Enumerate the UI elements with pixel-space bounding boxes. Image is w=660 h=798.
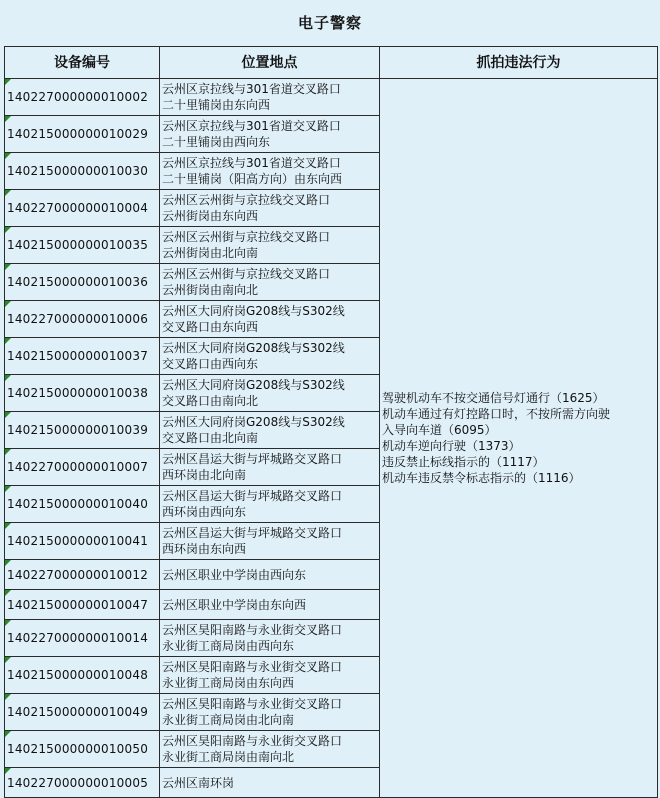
location-cell (160, 694, 380, 731)
device-id-cell: 140227000000010005 (5, 768, 160, 798)
violation-behavior-line: 违反禁止标线指示的（1117） (382, 455, 545, 469)
device-id-cell: 140215000000010041 (5, 523, 160, 560)
location-line-1: 云州区云州街与京拉线交叉路口 (162, 267, 331, 281)
location-cell (160, 560, 380, 590)
device-id-cell: 140227000000010012 (5, 560, 160, 590)
location-line-2: 永业街工商局岗由东向西 (162, 676, 295, 690)
location-line-1: 云州区昌运大街与坪城路交叉路口 (162, 489, 343, 503)
location-cell (160, 486, 380, 523)
location-line-1: 云州区大同府岗G208线与S302线 (162, 415, 345, 429)
device-id-cell: 140227000000010002 (5, 79, 160, 116)
location-line-2: 交叉路口由南向北 (162, 394, 259, 408)
location-line-1: 云州区昊阳南路与永业街交叉路口 (162, 734, 343, 748)
location-line-1: 云州区云州街与京拉线交叉路口 (162, 193, 331, 207)
violation-behavior-line: 机动车违反禁令标志指示的（1116） (382, 471, 581, 485)
violation-behavior-line: 机动车逆向行驶（1373） (382, 439, 521, 453)
header-location: 位置地点 (160, 47, 380, 79)
header-behavior: 抓拍违法行为 (380, 47, 658, 79)
violation-behavior-line: 入导向车道（6095） (382, 423, 497, 437)
location-line-2: 云州街岗由东向西 (162, 209, 259, 223)
location-cell (160, 338, 380, 375)
location-line-1: 云州区云州街与京拉线交叉路口 (162, 230, 331, 244)
location-cell (160, 301, 380, 338)
location-line-1: 云州区昌运大街与坪城路交叉路口 (162, 526, 343, 540)
device-id-cell: 140215000000010029 (5, 116, 160, 153)
location-cell (160, 153, 380, 190)
device-id-cell: 140215000000010037 (5, 338, 160, 375)
location-line-1: 云州区大同府岗G208线与S302线 (162, 378, 345, 392)
location-line-2: 云州街岗由南向北 (162, 283, 259, 297)
violation-behavior-line: 驾驶机动车不按交通信号灯通行（1625） (382, 391, 605, 405)
location-line-1: 云州区昊阳南路与永业街交叉路口 (162, 623, 343, 637)
location-cell (160, 731, 380, 768)
location-cell (160, 412, 380, 449)
location-line-1: 云州区昊阳南路与永业街交叉路口 (162, 697, 343, 711)
location-line-1: 云州区京拉线与301省道交叉路口 (162, 156, 341, 170)
device-id-cell: 140215000000010030 (5, 153, 160, 190)
location-line-2: 永业街工商局岗由南向北 (162, 750, 295, 764)
location-line-1: 云州区京拉线与301省道交叉路口 (162, 82, 341, 96)
location-line-2: 二十里铺岗由东向西 (162, 98, 271, 112)
location-cell (160, 79, 380, 116)
device-id-cell: 140215000000010035 (5, 227, 160, 264)
device-id-cell: 140227000000010004 (5, 190, 160, 227)
location-line-2: 交叉路口由西向东 (162, 357, 259, 371)
device-id-cell: 140215000000010047 (5, 590, 160, 620)
location-line-1: 云州区职业中学岗由东向西 (162, 597, 307, 612)
location-line-1: 云州区职业中学岗由西向东 (162, 567, 307, 582)
location-line-2: 西环岗由东向西 (162, 542, 247, 556)
location-line-1: 云州区大同府岗G208线与S302线 (162, 341, 345, 355)
location-line-1: 云州区昌运大街与坪城路交叉路口 (162, 452, 343, 466)
location-line-1: 云州区昊阳南路与永业街交叉路口 (162, 660, 343, 674)
location-cell (160, 768, 380, 798)
device-id-cell: 140215000000010036 (5, 264, 160, 301)
location-cell (160, 227, 380, 264)
location-line-2: 永业街工商局岗由北向南 (162, 713, 295, 727)
device-id-cell: 140215000000010040 (5, 486, 160, 523)
location-cell (160, 590, 380, 620)
device-id-cell: 140215000000010049 (5, 694, 160, 731)
location-line-2: 云州街岗由北向南 (162, 246, 259, 260)
location-line-2: 二十里铺岗由西向东 (162, 135, 271, 149)
location-line-2: 交叉路口由北向南 (162, 431, 259, 445)
location-cell (160, 264, 380, 301)
device-id-cell: 140215000000010039 (5, 412, 160, 449)
location-line-2: 永业街工商局岗由西向东 (162, 639, 295, 653)
location-line-1: 云州区南环岗 (162, 775, 235, 790)
device-id-cell: 140215000000010038 (5, 375, 160, 412)
location-line-2: 西环岗由北向南 (162, 468, 247, 482)
page-title: 电子警察 (297, 14, 362, 32)
location-cell (160, 657, 380, 694)
location-cell (160, 375, 380, 412)
violation-behavior-line: 机动车通过有灯控路口时，不按所需方向驶 (382, 407, 611, 421)
device-id-cell: 140227000000010014 (5, 620, 160, 657)
location-cell (160, 620, 380, 657)
device-id-cell: 140215000000010048 (5, 657, 160, 694)
location-cell (160, 190, 380, 227)
violation-behavior-cell (380, 79, 658, 798)
table-header-row (5, 47, 658, 79)
location-line-2: 二十里铺岗（阳高方向）由东向西 (162, 172, 343, 186)
table-row (5, 79, 658, 116)
location-cell (160, 523, 380, 560)
location-line-2: 交叉路口由东向西 (162, 320, 259, 334)
device-id-cell: 140227000000010006 (5, 301, 160, 338)
location-cell (160, 116, 380, 153)
location-cell (160, 449, 380, 486)
table-body (5, 79, 658, 798)
device-id-cell: 140215000000010050 (5, 731, 160, 768)
location-line-1: 云州区京拉线与301省道交叉路口 (162, 119, 341, 133)
header-device-id: 设备编号 (5, 47, 160, 79)
location-line-2: 西环岗由西向东 (162, 505, 247, 519)
device-table (4, 46, 658, 798)
location-line-1: 云州区大同府岗G208线与S302线 (162, 304, 345, 318)
device-id-cell: 140227000000010007 (5, 449, 160, 486)
